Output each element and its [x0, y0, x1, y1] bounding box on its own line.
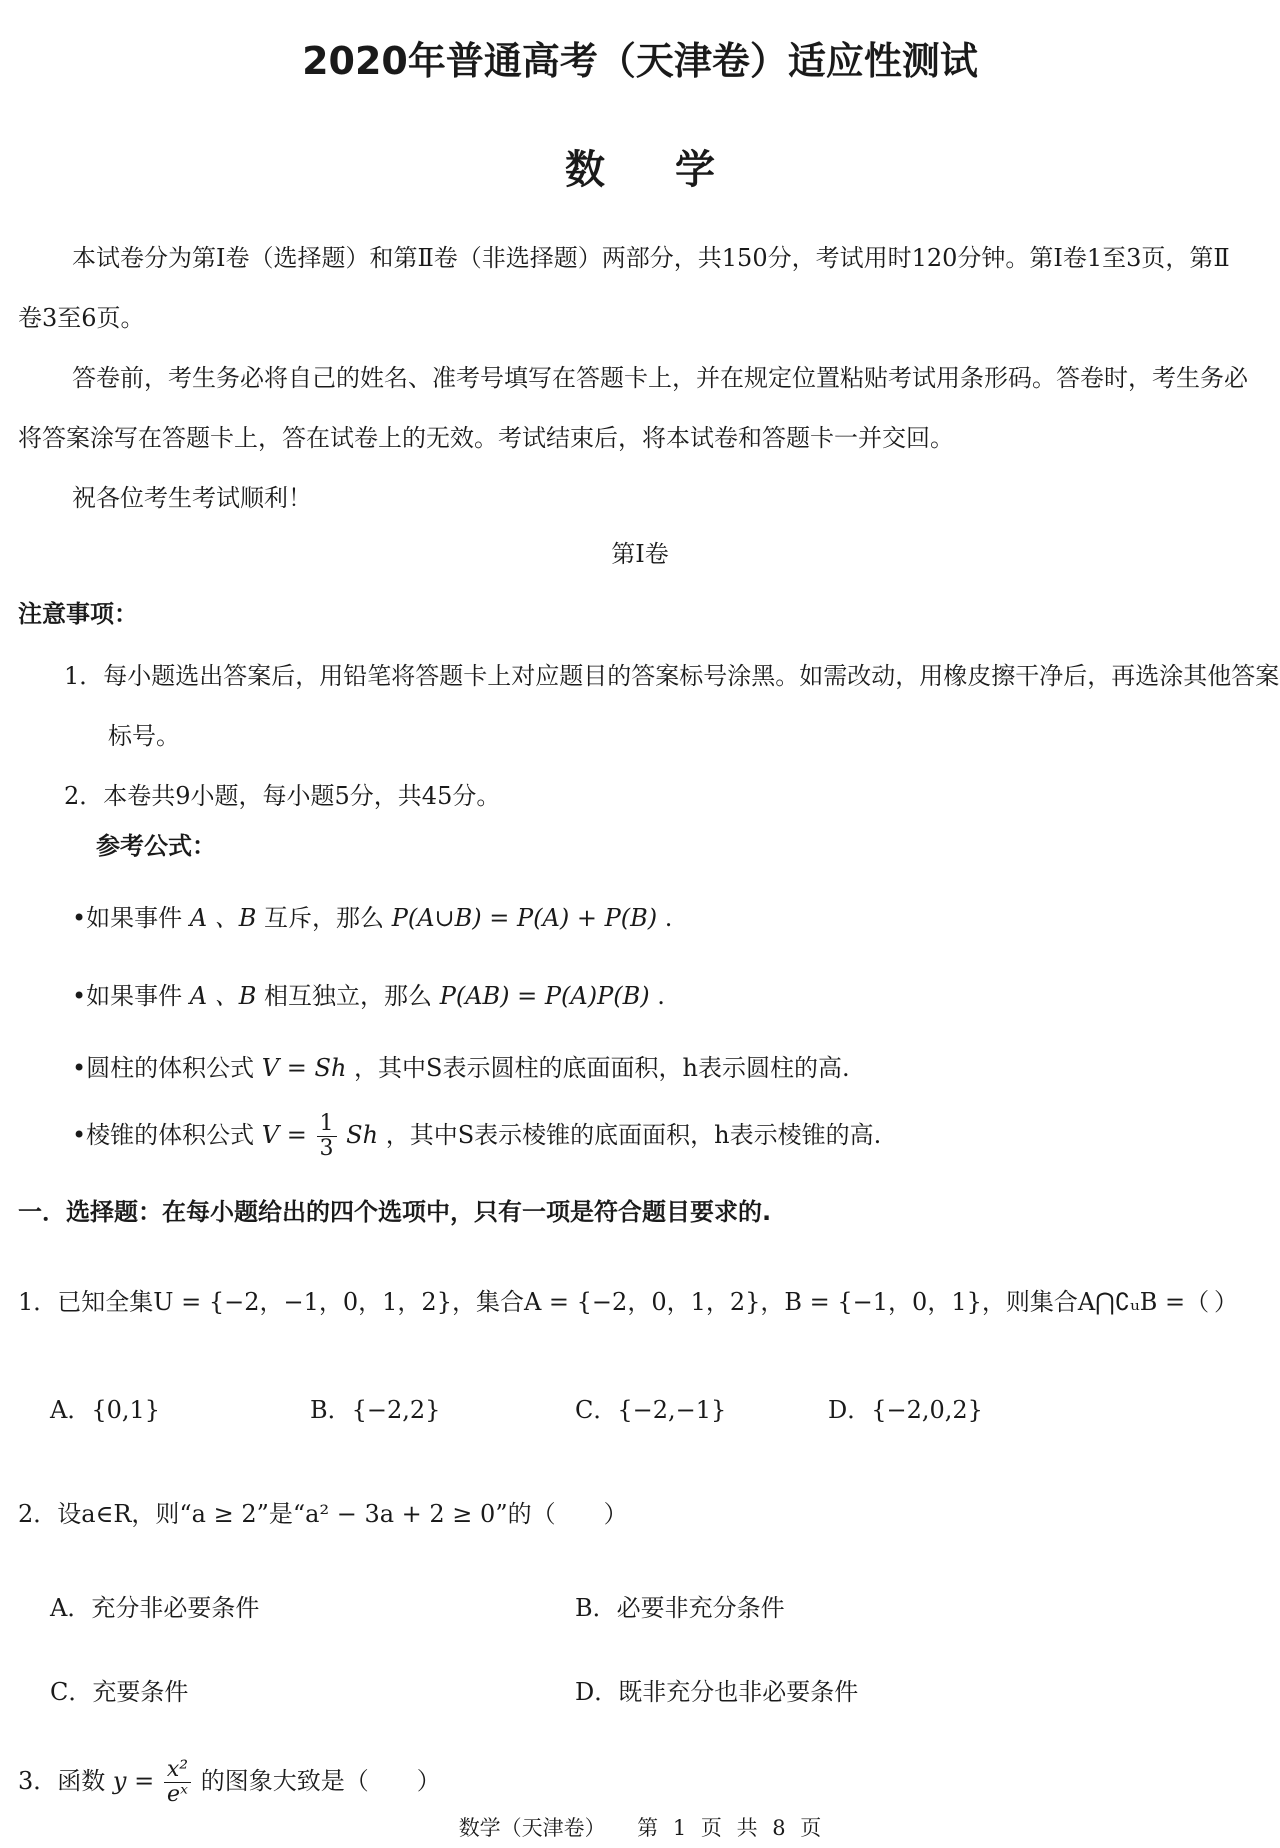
question-1-stem: 1．已知全集U = {−2，−1，0，1，2}，集合A = {−2，0，1，2}，B = {−1，0，1}，则集合A⋂∁ᵤB =（ [18, 1288, 1210, 1316]
question-3-rest: 的图象大致是（ ） [200, 1767, 441, 1795]
question-3-denominator: eˣ [167, 1782, 188, 1807]
formula-1-prefix: •如果事件 [72, 904, 183, 932]
formula-1-mid: 互斥，那么 [264, 904, 385, 932]
question-1-option-c: C．{−2,−1} [575, 1396, 727, 1424]
part-label: 第Ⅰ卷 [611, 540, 669, 568]
question-3-prefix: 3．函数 [18, 1767, 106, 1795]
question-3-fraction [164, 1758, 191, 1807]
question-3-lhs: y = [112, 1767, 155, 1795]
formula-3-prefix: •圆柱的体积公式 [72, 1054, 255, 1082]
formula-4-sh: Sh [346, 1121, 379, 1149]
exam-title: 2020年普通高考（天津卷）适应性测试 [302, 39, 978, 83]
notice-heading: 注意事项： [18, 600, 138, 628]
formula-4-fraction [317, 1112, 337, 1161]
question-2-option-d: D．既非充分也非必要条件 [575, 1678, 859, 1706]
question-3-numerator: x² [164, 1758, 191, 1783]
question-1-option-a: A．{0,1} [50, 1396, 161, 1424]
question-3-stem [18, 1758, 441, 1807]
formula-1-period: . [664, 904, 673, 932]
formula-4-numerator: 1 [317, 1112, 337, 1137]
formula-1 [72, 898, 672, 933]
question-1-option-d: D．{−2,0,2} [828, 1396, 983, 1424]
intro-paragraph-1: 本试卷分为第Ⅰ卷（选择题）和第Ⅱ卷（非选择题）两部分，共150分，考试用时120分钟。第Ⅰ卷1至3页，第Ⅱ卷3至6页。 [18, 244, 1230, 332]
question-2-option-a: A．充分非必要条件 [50, 1594, 260, 1622]
question-1-option-b: B．{−2,2} [310, 1396, 441, 1424]
notice-item-2: 2．本卷共9小题，每小题5分，共45分。 [64, 782, 501, 810]
subject-title: 数学 [565, 147, 785, 193]
formula-4-lhs: V = [261, 1121, 307, 1149]
intro-paragraph-3: 祝各位考生考试顺利！ [72, 484, 312, 512]
intro-paragraph-2: 答卷前，考生务必将自己的姓名、准考号填写在答题卡上，并在规定位置粘贴考试用条形码。答卷时，考生务必将答案涂写在答题卡上，答在试卷上的无效。考试结束后，将本试卷和答题卡一并交回。 [18, 364, 1248, 452]
formula-4-rest: ，其中S表示棱锥的底面面积，h表示棱锥的高. [385, 1121, 882, 1149]
section-heading: 一．选择题：在每小题给出的四个选项中，只有一项是符合题目要求的. [18, 1198, 772, 1226]
notice-item-1: 1．每小题选出答案后，用铅笔将答题卡上对应题目的答案标号涂黑。如需改动，用橡皮擦干净后，再选涂其他答案标号。 [64, 662, 1280, 750]
formula-heading: 参考公式： [96, 832, 216, 860]
formula-1-events: A 、B [189, 904, 257, 932]
formula-3-expr: V = Sh [261, 1054, 347, 1082]
question-2-option-c: C．充要条件 [50, 1678, 189, 1706]
formula-2-period: . [657, 982, 665, 1010]
formula-1-expr: P(A∪B) = P(A) + P(B) [391, 904, 658, 932]
formula-2 [72, 976, 665, 1011]
formula-4 [72, 1112, 881, 1161]
formula-2-mid: 相互独立，那么 [264, 982, 433, 1010]
formula-3-rest: ，其中S表示圆柱的底面面积，h表示圆柱的高. [354, 1054, 850, 1082]
formula-2-expr: P(AB) = P(A)P(B) [439, 982, 650, 1010]
question-2-stem: 2．设a∈R，则“a ≥ 2”是“a² − 3a + 2 ≥ 0”的（ ） [18, 1500, 628, 1528]
formula-4-denominator: 3 [319, 1136, 334, 1161]
formula-2-events: A 、B [189, 982, 257, 1010]
question-2-option-b: B．必要非充分条件 [575, 1594, 785, 1622]
formula-4-prefix: •棱锥的体积公式 [72, 1121, 255, 1149]
formula-3 [72, 1048, 850, 1083]
question-1-paren: ） [1214, 1288, 1238, 1316]
formula-2-prefix: •如果事件 [72, 982, 183, 1010]
page-footer: 数学（天津卷） 第 1 页 共 8 页 [458, 1816, 822, 1840]
